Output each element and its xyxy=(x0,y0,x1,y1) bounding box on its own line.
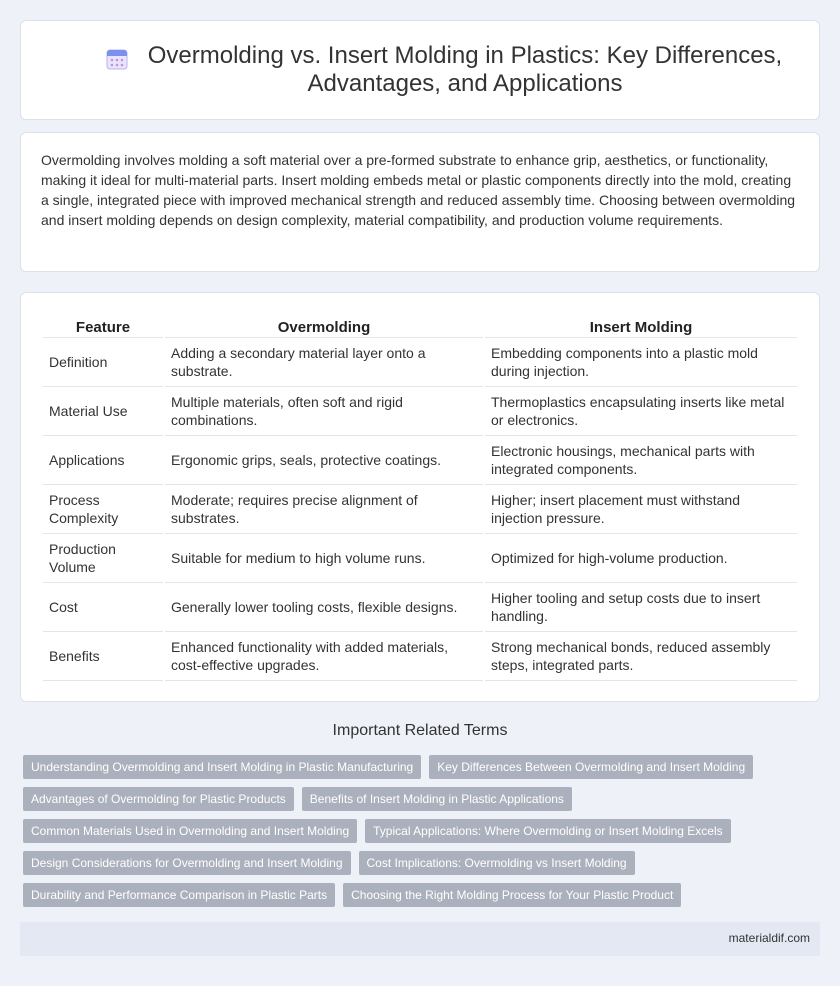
feature-cell: Process Complexity xyxy=(43,485,163,534)
insert-molding-cell: Higher tooling and setup costs due to insert handling. xyxy=(485,583,797,632)
table-row xyxy=(43,338,797,387)
insert-molding-cell: Higher; insert placement must withstand injection pressure. xyxy=(485,485,797,534)
related-term-tag[interactable]: Typical Applications: Where Overmolding or Insert Molding Excels xyxy=(365,819,730,843)
table-row xyxy=(43,632,797,681)
calendar-icon xyxy=(105,47,129,71)
tag-row xyxy=(23,819,823,843)
related-term-tag[interactable]: Advantages of Overmolding for Plastic Products xyxy=(23,787,294,811)
related-term-tag[interactable]: Durability and Performance Comparison in Plastic Parts xyxy=(23,883,335,907)
related-term-tag[interactable]: Common Materials Used in Overmolding and Insert Molding xyxy=(23,819,357,843)
related-term-tag[interactable]: Understanding Overmolding and Insert Molding in Plastic Manufacturing xyxy=(23,755,421,779)
related-terms-heading: Important Related Terms xyxy=(332,722,508,739)
header-overmolding: Overmolding xyxy=(165,313,483,338)
related-term-tag[interactable]: Design Considerations for Overmolding and Insert Molding xyxy=(23,851,351,875)
overmolding-cell: Multiple materials, often soft and rigid combinations. xyxy=(165,387,483,436)
header-feature: Feature xyxy=(43,313,163,338)
insert-molding-cell: Strong mechanical bonds, reduced assembly steps, integrated parts. xyxy=(485,632,797,681)
related-term-tag[interactable]: Benefits of Insert Molding in Plastic Applications xyxy=(302,787,572,811)
header-insert-molding: Insert Molding xyxy=(485,313,797,338)
feature-cell: Applications xyxy=(43,436,163,485)
overmolding-cell: Ergonomic grips, seals, protective coatings. xyxy=(165,436,483,485)
related-term-tag[interactable]: Choosing the Right Molding Process for Your Plastic Product xyxy=(343,883,681,907)
related-term-tag[interactable]: Cost Implications: Overmolding vs Insert Molding xyxy=(359,851,635,875)
intro-paragraph: Overmolding involves molding a soft material over a pre-formed substrate to enhance grip, aesthetics, or functionality, making it ideal for multi-material parts. Insert molding embeds metal or plastic components directly into the mold, creating a single, integrated piece with improved mechanical strength and reduced assembly time. Choosing between overmolding and insert molding depends on design complexity, material compatibility, and production volume requirements. xyxy=(41,152,796,228)
overmolding-cell: Enhanced functionality with added materials, cost-effective upgrades. xyxy=(165,632,483,681)
tag-row xyxy=(23,787,823,811)
table-row xyxy=(43,436,797,485)
table-row xyxy=(43,387,797,436)
table-row xyxy=(43,534,797,583)
tag-row xyxy=(23,851,823,875)
insert-molding-cell: Embedding components into a plastic mold during injection. xyxy=(485,338,797,387)
overmolding-cell: Adding a secondary material layer onto a substrate. xyxy=(165,338,483,387)
insert-molding-cell: Optimized for high-volume production. xyxy=(485,534,797,583)
comparison-table-card xyxy=(20,292,820,702)
overmolding-cell: Suitable for medium to high volume runs. xyxy=(165,534,483,583)
table-row xyxy=(43,583,797,632)
page-title: Overmolding vs. Insert Molding in Plastics: Key Differences, Advantages, and Applications xyxy=(147,42,783,97)
overmolding-cell: Moderate; requires precise alignment of substrates. xyxy=(165,485,483,534)
tag-row xyxy=(23,883,823,907)
insert-molding-cell: Electronic housings, mechanical parts with integrated components. xyxy=(485,436,797,485)
tag-row xyxy=(23,755,823,779)
feature-cell: Definition xyxy=(43,338,163,387)
intro-card xyxy=(20,132,820,272)
feature-cell: Material Use xyxy=(43,387,163,436)
feature-cell: Cost xyxy=(43,583,163,632)
insert-molding-cell: Thermoplastics encapsulating inserts like metal or electronics. xyxy=(485,387,797,436)
related-term-tag[interactable]: Key Differences Between Overmolding and Insert Molding xyxy=(429,755,753,779)
footer-site-link[interactable]: materialdif.com xyxy=(728,931,810,945)
feature-cell: Benefits xyxy=(43,632,163,681)
comparison-table xyxy=(41,313,799,681)
overmolding-cell: Generally lower tooling costs, flexible designs. xyxy=(165,583,483,632)
table-header-row xyxy=(43,313,797,338)
footer xyxy=(20,922,820,956)
title-card xyxy=(20,20,820,120)
feature-cell: Production Volume xyxy=(43,534,163,583)
related-terms-list xyxy=(23,755,823,915)
table-row xyxy=(43,485,797,534)
